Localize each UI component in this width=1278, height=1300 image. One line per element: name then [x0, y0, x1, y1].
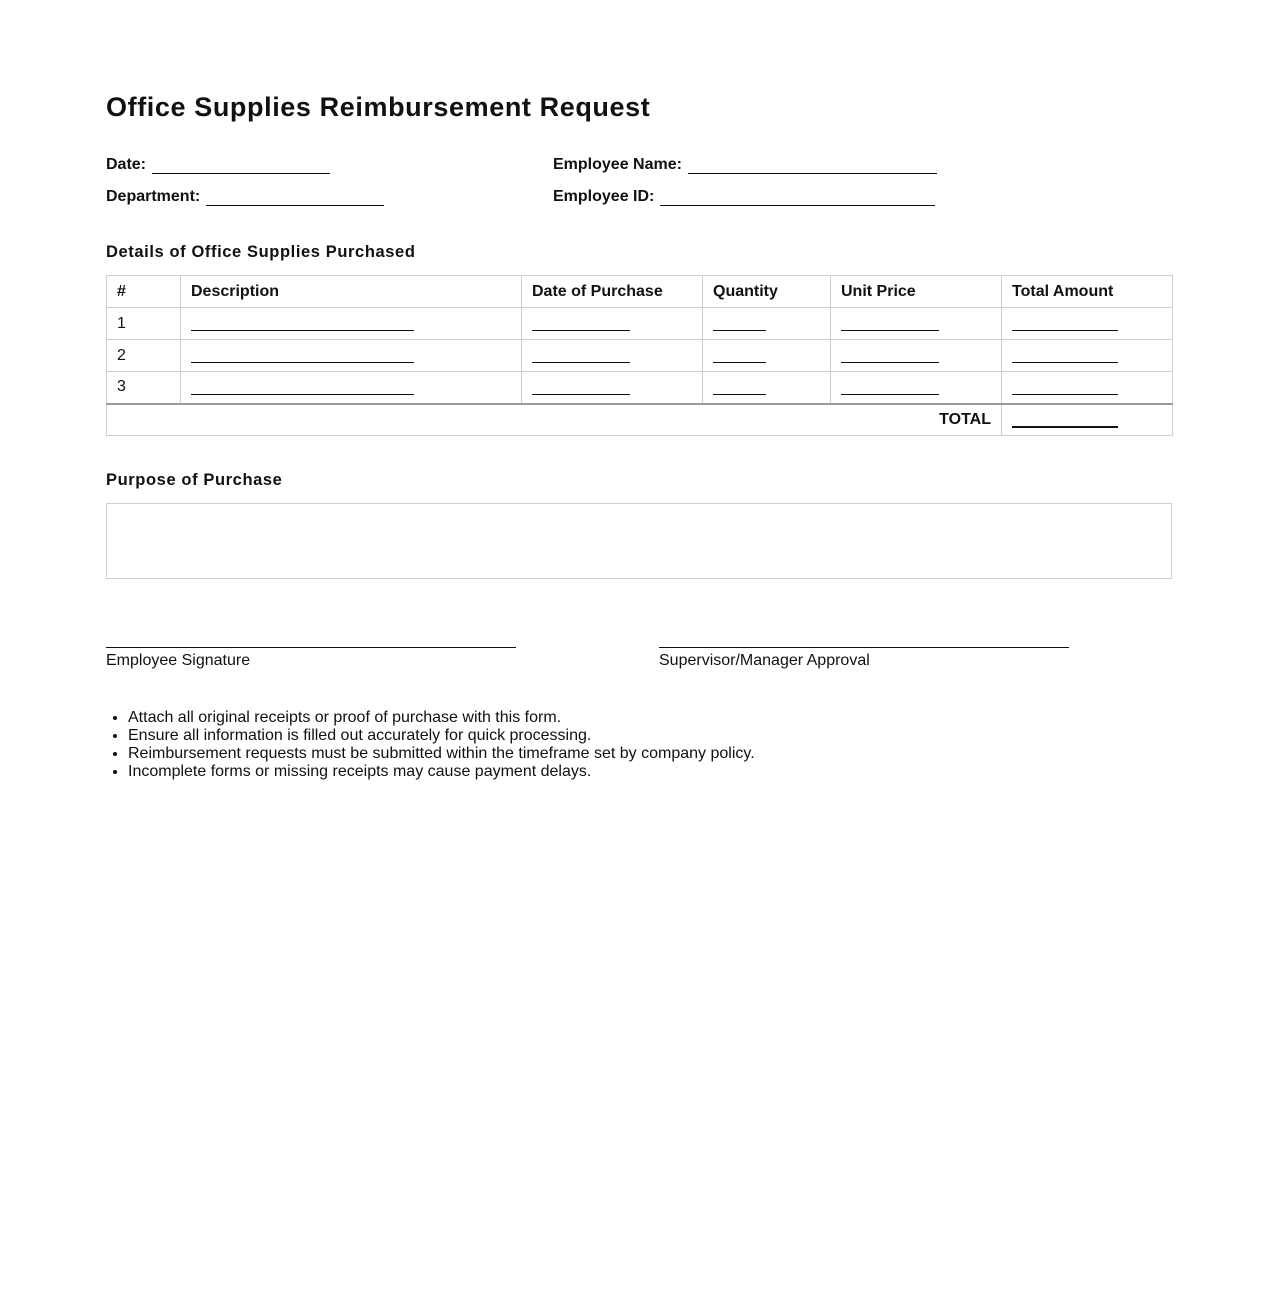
date-blank[interactable] — [532, 380, 630, 395]
purpose-section-title: Purpose of Purchase — [106, 471, 283, 489]
table-row — [107, 308, 1173, 340]
description-cell[interactable] — [181, 340, 522, 372]
row-number: 1 — [107, 308, 181, 340]
unit-price-cell[interactable] — [831, 340, 1002, 372]
list-item: • Attach all original receipts or proof of purchase with this form. — [128, 709, 755, 727]
row-number: 3 — [107, 372, 181, 404]
description-cell[interactable] — [181, 308, 522, 340]
quantity-blank[interactable] — [713, 380, 766, 395]
department-label: Department: — [106, 188, 201, 205]
description-blank[interactable] — [191, 348, 414, 363]
list-item: • Incomplete forms or missing receipts may cause payment delays. — [128, 763, 755, 781]
employee-signature-label: Employee Signature — [106, 652, 251, 669]
items-table — [106, 275, 1173, 436]
header-date-of-purchase: Date of Purchase — [522, 276, 703, 308]
unit-price-blank[interactable] — [841, 316, 939, 331]
description-blank[interactable] — [191, 380, 414, 395]
employee-name-field[interactable] — [553, 156, 937, 174]
total-amount-cell[interactable] — [1002, 372, 1173, 404]
department-blank[interactable] — [206, 191, 384, 206]
list-item: • Ensure all information is filled out accurately for quick processing. — [128, 727, 755, 745]
employee-id-blank[interactable] — [660, 191, 935, 206]
quantity-cell[interactable] — [703, 340, 831, 372]
table-row — [107, 372, 1173, 404]
unit-price-cell[interactable] — [831, 372, 1002, 404]
total-label: TOTAL — [107, 404, 1002, 436]
grand-total-blank[interactable] — [1012, 412, 1118, 428]
unit-price-blank[interactable] — [841, 348, 939, 363]
date-blank[interactable] — [532, 316, 630, 331]
employee-id-field[interactable] — [553, 188, 935, 206]
page-title: Office Supplies Reimbursement Request — [106, 92, 651, 122]
total-amount-cell[interactable] — [1002, 340, 1173, 372]
header-total-amount: Total Amount — [1002, 276, 1173, 308]
list-item: • Reimbursement requests must be submitted within the timeframe set by company policy. — [128, 745, 755, 763]
total-amount-cell[interactable] — [1002, 308, 1173, 340]
date-cell[interactable] — [522, 340, 703, 372]
row-number: 2 — [107, 340, 181, 372]
total-amount-blank[interactable] — [1012, 348, 1118, 363]
details-section-title: Details of Office Supplies Purchased — [106, 243, 416, 261]
purpose-textarea[interactable] — [106, 503, 1172, 579]
quantity-blank[interactable] — [713, 316, 766, 331]
header-number: # — [107, 276, 181, 308]
total-row — [107, 404, 1173, 436]
total-amount-blank[interactable] — [1012, 316, 1118, 331]
date-cell[interactable] — [522, 372, 703, 404]
employee-id-label: Employee ID: — [553, 188, 655, 205]
notes-list — [106, 709, 755, 781]
total-amount-blank[interactable] — [1012, 380, 1118, 395]
employee-name-label: Employee Name: — [553, 156, 682, 173]
date-blank[interactable] — [152, 159, 330, 174]
date-cell[interactable] — [522, 308, 703, 340]
date-field[interactable] — [106, 156, 330, 174]
employee-signature[interactable] — [106, 647, 516, 670]
table-header-row — [107, 276, 1173, 308]
header-description: Description — [181, 276, 522, 308]
department-field[interactable] — [106, 188, 384, 206]
date-label: Date: — [106, 156, 147, 173]
supervisor-approval[interactable] — [659, 647, 1069, 670]
unit-price-blank[interactable] — [841, 380, 939, 395]
quantity-blank[interactable] — [713, 348, 766, 363]
header-unit-price: Unit Price — [831, 276, 1002, 308]
quantity-cell[interactable] — [703, 372, 831, 404]
grand-total-cell[interactable] — [1002, 404, 1173, 436]
description-cell[interactable] — [181, 372, 522, 404]
supervisor-approval-label: Supervisor/Manager Approval — [659, 652, 870, 669]
employee-name-blank[interactable] — [688, 159, 937, 174]
date-blank[interactable] — [532, 348, 630, 363]
unit-price-cell[interactable] — [831, 308, 1002, 340]
quantity-cell[interactable] — [703, 308, 831, 340]
table-row — [107, 340, 1173, 372]
description-blank[interactable] — [191, 316, 414, 331]
header-quantity: Quantity — [703, 276, 831, 308]
